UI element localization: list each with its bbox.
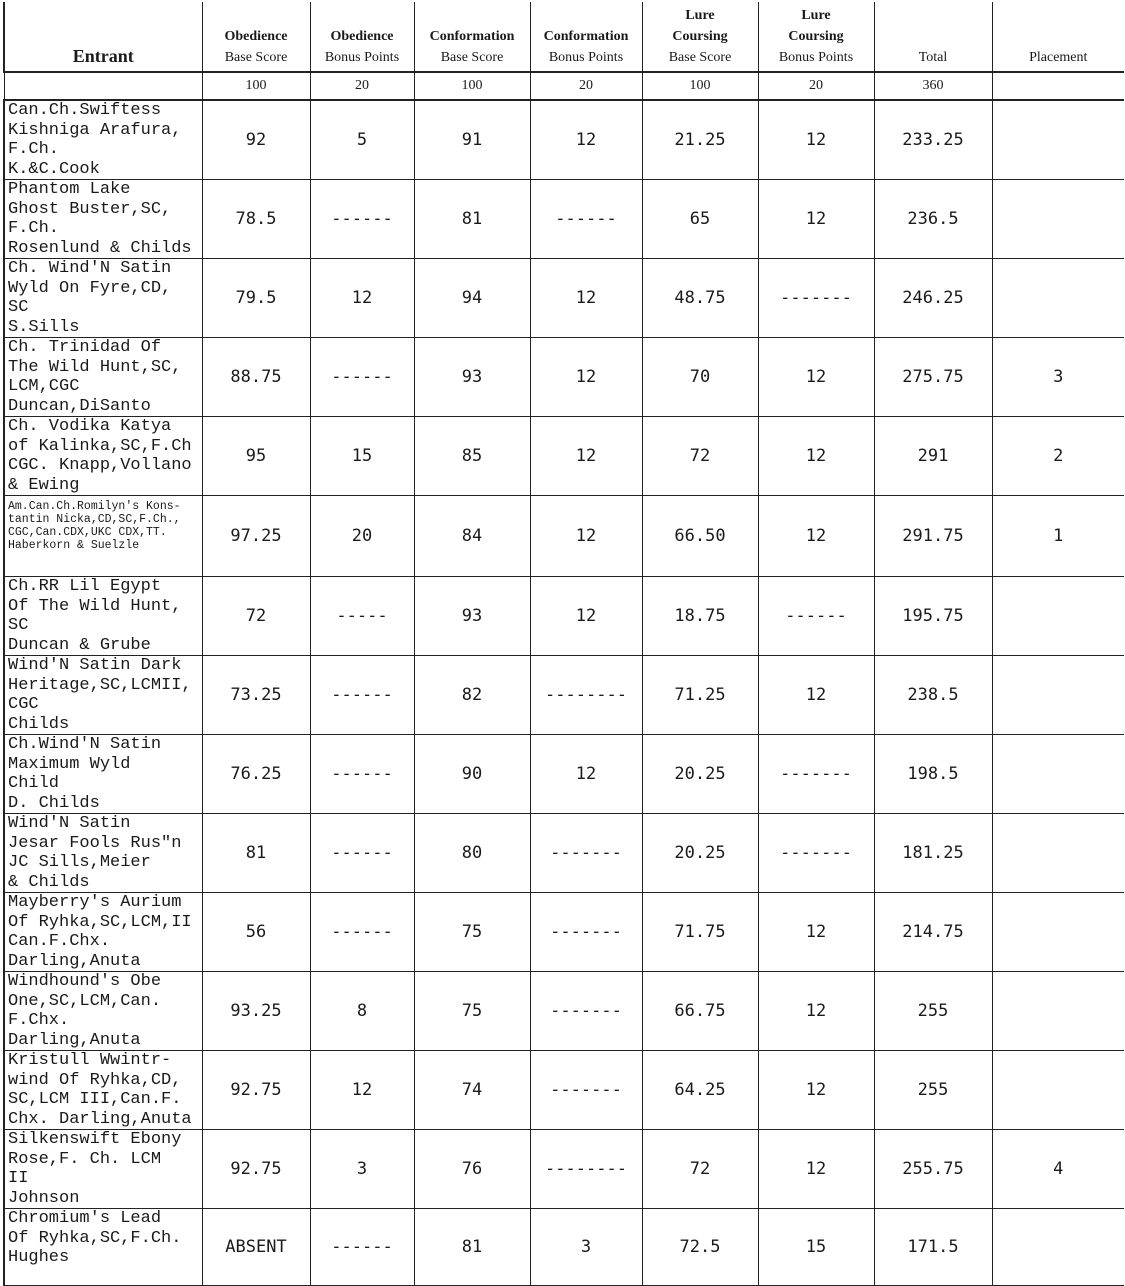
entrant-cell: Wind'N Satin Jesar Fools Rus"n JC Sills,Meier & Childs [4,814,202,893]
obedience-bonus-cell: ------ [310,814,414,893]
table-row [4,972,1124,1051]
lure-base-cell: 72 [642,417,758,496]
obedience-base-cell: 72 [202,577,310,656]
entrant-cell: Ch. Trinidad Of The Wild Hunt,SC, LCM,CGC Duncan,DiSanto [4,338,202,417]
conformation-bonus-cell: 12 [530,417,642,496]
conformation-base-cell: 81 [414,180,530,259]
conformation-base-cell: 91 [414,100,530,180]
total-cell: 255 [874,972,992,1051]
table-row [4,180,1124,259]
obedience-base-cell: 88.75 [202,338,310,417]
total-cell: 181.25 [874,814,992,893]
lure-bonus-cell: 12 [758,893,874,972]
obedience-base-cell: 79.5 [202,259,310,338]
lure-bonus-cell: 15 [758,1209,874,1286]
conformation-base-cell: 74 [414,1051,530,1130]
obedience-base-cell: 97.25 [202,496,310,577]
obedience-base-cell: 93.25 [202,972,310,1051]
max-points-cell: 100 [642,72,758,100]
obedience-base-cell: 56 [202,893,310,972]
conformation-base-cell: 75 [414,893,530,972]
conformation-base-cell: 80 [414,814,530,893]
entrant-cell: Ch. Vodika Katya of Kalinka,SC,F.Ch CGC. Knapp,Vollano & Ewing [4,417,202,496]
column-header-total: Total [874,2,992,72]
lure-bonus-cell: 12 [758,972,874,1051]
column-header-conformation-base: Conformation Base Score [414,2,530,72]
lure-bonus-cell: ------ [758,577,874,656]
obedience-bonus-cell: 15 [310,417,414,496]
lure-base-cell: 70 [642,338,758,417]
max-points-cell [4,72,202,100]
column-header-placement: Placement [992,2,1124,72]
lure-base-cell: 20.25 [642,814,758,893]
table-row [4,496,1124,577]
conformation-bonus-cell: -------- [530,1130,642,1209]
lure-base-cell: 48.75 [642,259,758,338]
conformation-bonus-cell: ------- [530,814,642,893]
conformation-bonus-cell: 12 [530,259,642,338]
lure-base-cell: 18.75 [642,577,758,656]
total-cell: 233.25 [874,100,992,180]
obedience-bonus-cell: 12 [310,1051,414,1130]
obedience-bonus-cell: 12 [310,259,414,338]
conformation-base-cell: 90 [414,735,530,814]
lure-base-cell: 72 [642,1130,758,1209]
lure-bonus-cell: 12 [758,496,874,577]
obedience-base-cell: 76.25 [202,735,310,814]
conformation-base-cell: 84 [414,496,530,577]
entrant-cell: Am.Can.Ch.Romilyn's Kons- tantin Nicka,CD,SC,F.Ch., CGC,Can.CDX,UKC CDX,TT. Haberkorn & Suelzle [4,496,202,577]
entrant-cell: Wind'N Satin Dark Heritage,SC,LCMII, CGC Childs [4,656,202,735]
table-row [4,417,1124,496]
conformation-base-cell: 75 [414,972,530,1051]
lure-base-cell: 66.75 [642,972,758,1051]
obedience-bonus-cell: ----- [310,577,414,656]
total-cell: 246.25 [874,259,992,338]
total-cell: 255 [874,1051,992,1130]
obedience-bonus-cell: ------ [310,338,414,417]
max-points-cell: 20 [310,72,414,100]
entrant-cell: Ch.Wind'N Satin Maximum Wyld Child D. Childs [4,735,202,814]
entrant-cell: Silkenswift Ebony Rose,F. Ch. LCM II Johnson [4,1130,202,1209]
placement-cell [992,735,1124,814]
entrant-cell: Mayberry's Aurium Of Ryhka,SC,LCM,II Can.F.Chx. Darling,Anuta [4,893,202,972]
placement-cell: 4 [992,1130,1124,1209]
total-cell: 255.75 [874,1130,992,1209]
lure-bonus-cell: ------- [758,259,874,338]
conformation-bonus-cell: ------- [530,972,642,1051]
conformation-bonus-cell: ------- [530,893,642,972]
conformation-bonus-cell: 12 [530,100,642,180]
entrant-cell: Can.Ch.Swiftess Kishniga Arafura, F.Ch. K.&C.Cook [4,100,202,180]
lure-bonus-cell: 12 [758,180,874,259]
obedience-base-cell: 92.75 [202,1051,310,1130]
obedience-base-cell: 81 [202,814,310,893]
obedience-bonus-cell: ------ [310,1209,414,1286]
lure-base-cell: 72.5 [642,1209,758,1286]
total-cell: 198.5 [874,735,992,814]
total-cell: 195.75 [874,577,992,656]
placement-cell [992,577,1124,656]
placement-cell [992,1209,1124,1286]
total-cell: 171.5 [874,1209,992,1286]
lure-bonus-cell: 12 [758,1130,874,1209]
obedience-base-cell: ABSENT [202,1209,310,1286]
conformation-bonus-cell: ------- [530,1051,642,1130]
column-header-obedience-bonus: Obedience Bonus Points [310,2,414,72]
table-row [4,735,1124,814]
conformation-bonus-cell: 12 [530,496,642,577]
obedience-bonus-cell: 8 [310,972,414,1051]
conformation-bonus-cell: 3 [530,1209,642,1286]
obedience-base-cell: 78.5 [202,180,310,259]
obedience-base-cell: 73.25 [202,656,310,735]
table-row [4,893,1124,972]
table-row [4,577,1124,656]
lure-base-cell: 20.25 [642,735,758,814]
placement-cell [992,972,1124,1051]
lure-bonus-cell: 12 [758,656,874,735]
conformation-bonus-cell: 12 [530,735,642,814]
table-row [4,814,1124,893]
entrant-cell: Windhound's Obe One,SC,LCM,Can. F.Chx. Darling,Anuta [4,972,202,1051]
lure-bonus-cell: ------- [758,735,874,814]
table-row [4,1051,1124,1130]
placement-cell [992,259,1124,338]
table-row [4,259,1124,338]
placement-cell: 1 [992,496,1124,577]
conformation-bonus-cell: 12 [530,577,642,656]
placement-cell: 2 [992,417,1124,496]
conformation-base-cell: 93 [414,577,530,656]
entrant-cell: Ch.RR Lil Egypt Of The Wild Hunt, SC Duncan & Grube [4,577,202,656]
total-cell: 291 [874,417,992,496]
entrant-cell: Ch. Wind'N Satin Wyld On Fyre,CD, SC S.Sills [4,259,202,338]
lure-bonus-cell: 12 [758,100,874,180]
placement-cell [992,814,1124,893]
total-cell: 238.5 [874,656,992,735]
max-points-cell: 100 [202,72,310,100]
placement-cell [992,656,1124,735]
max-points-row [4,72,1124,100]
placement-cell: 3 [992,338,1124,417]
lure-bonus-cell: 12 [758,417,874,496]
conformation-base-cell: 94 [414,259,530,338]
lure-base-cell: 71.75 [642,893,758,972]
column-header-lure-bonus: Lure Coursing Bonus Points [758,2,874,72]
total-cell: 214.75 [874,893,992,972]
placement-cell [992,893,1124,972]
obedience-bonus-cell: ------ [310,656,414,735]
max-points-cell: 20 [758,72,874,100]
obedience-bonus-cell: 20 [310,496,414,577]
obedience-base-cell: 92.75 [202,1130,310,1209]
column-header-lure-base: Lure Coursing Base Score [642,2,758,72]
max-points-cell: 100 [414,72,530,100]
table-row [4,100,1124,180]
conformation-bonus-cell: 12 [530,338,642,417]
lure-base-cell: 21.25 [642,100,758,180]
header-row [4,2,1124,72]
obedience-bonus-cell: ------ [310,180,414,259]
max-points-cell [992,72,1124,100]
placement-cell [992,180,1124,259]
conformation-bonus-cell: ------ [530,180,642,259]
total-cell: 291.75 [874,496,992,577]
conformation-base-cell: 85 [414,417,530,496]
table-row [4,1209,1124,1286]
lure-base-cell: 64.25 [642,1051,758,1130]
conformation-base-cell: 81 [414,1209,530,1286]
obedience-base-cell: 95 [202,417,310,496]
lure-base-cell: 65 [642,180,758,259]
lure-base-cell: 71.25 [642,656,758,735]
conformation-base-cell: 76 [414,1130,530,1209]
placement-cell [992,1051,1124,1130]
table-row [4,1130,1124,1209]
conformation-base-cell: 93 [414,338,530,417]
max-points-cell: 360 [874,72,992,100]
entrant-cell: Kristull Wwintr- wind Of Ryhka,CD, SC,LCM III,Can.F. Chx. Darling,Anuta [4,1051,202,1130]
results-table [3,2,1124,1286]
lure-bonus-cell: 12 [758,338,874,417]
entrant-cell: Chromium's Lead Of Ryhka,SC,F.Ch. Hughes [4,1209,202,1286]
lure-bonus-cell: ------- [758,814,874,893]
obedience-bonus-cell: ------ [310,735,414,814]
conformation-base-cell: 82 [414,656,530,735]
column-header-entrant: Entrant [4,2,202,72]
obedience-bonus-cell: 3 [310,1130,414,1209]
obedience-base-cell: 92 [202,100,310,180]
entrant-cell: Phantom Lake Ghost Buster,SC, F.Ch. Rosenlund & Childs [4,180,202,259]
conformation-bonus-cell: -------- [530,656,642,735]
obedience-bonus-cell: ------ [310,893,414,972]
lure-base-cell: 66.50 [642,496,758,577]
lure-bonus-cell: 12 [758,1051,874,1130]
table-row [4,338,1124,417]
table-row [4,656,1124,735]
obedience-bonus-cell: 5 [310,100,414,180]
max-points-cell: 20 [530,72,642,100]
column-header-obedience-base: Obedience Base Score [202,2,310,72]
total-cell: 236.5 [874,180,992,259]
column-header-conformation-bonus: Conformation Bonus Points [530,2,642,72]
placement-cell [992,100,1124,180]
total-cell: 275.75 [874,338,992,417]
